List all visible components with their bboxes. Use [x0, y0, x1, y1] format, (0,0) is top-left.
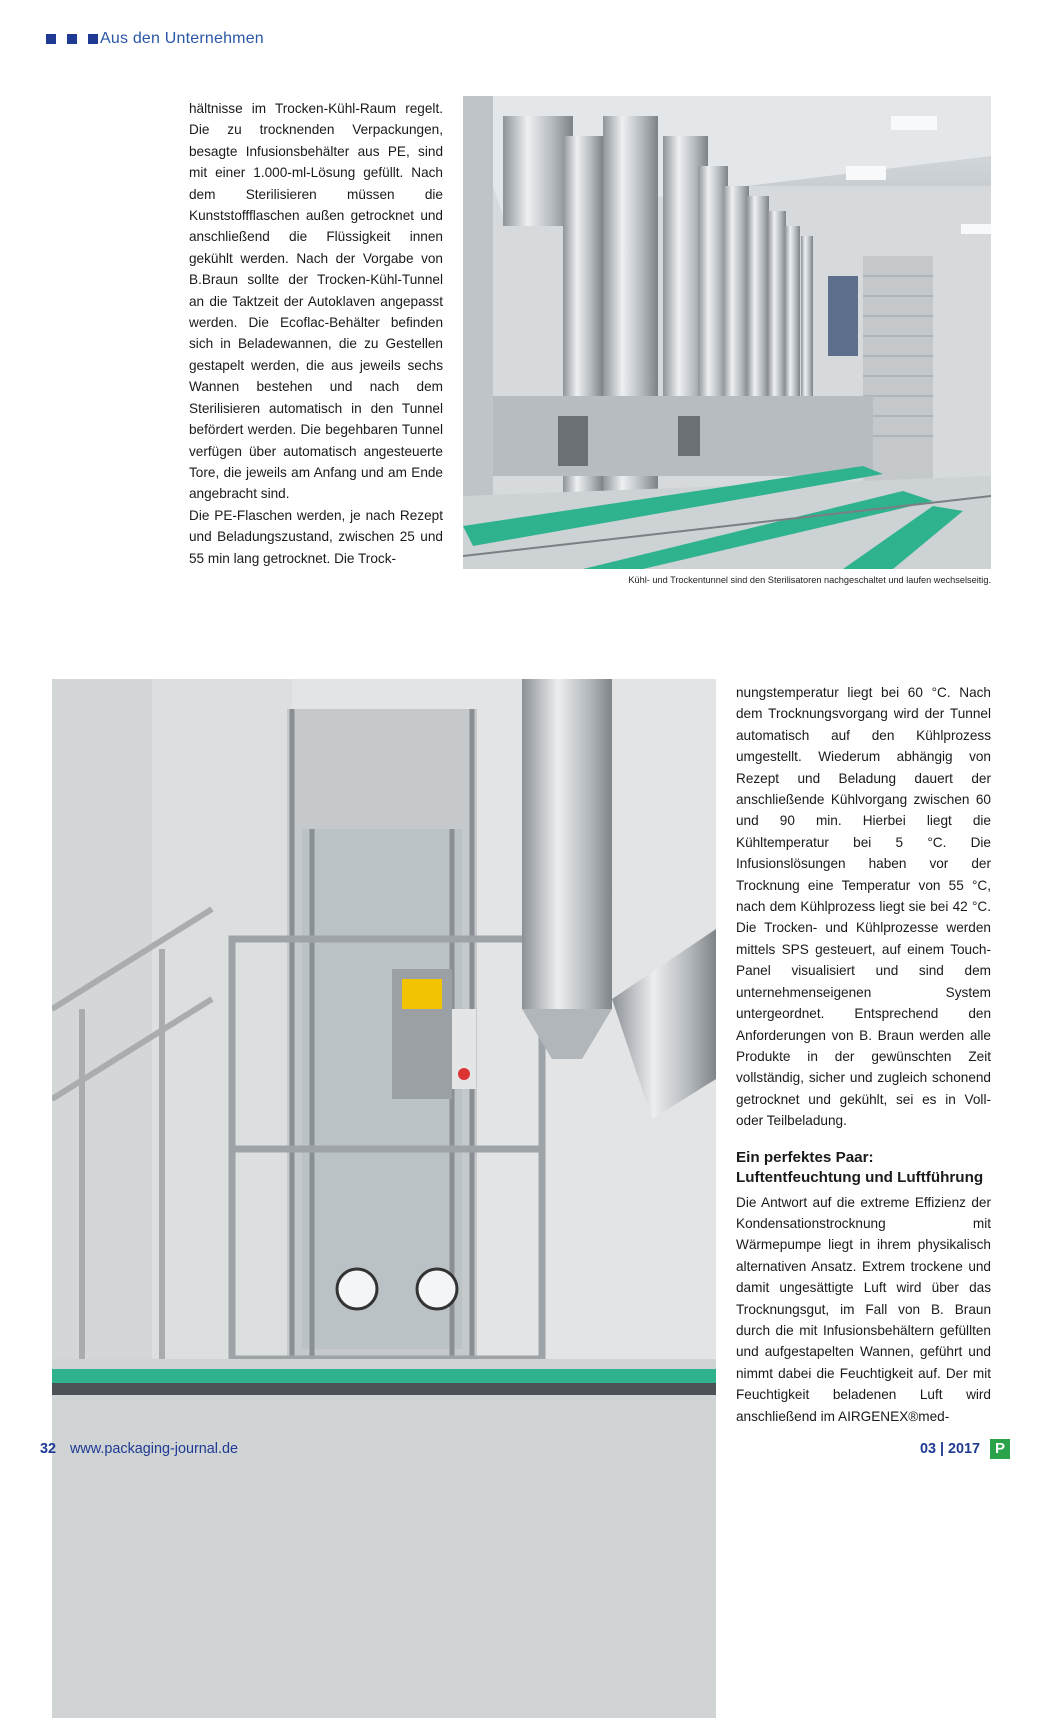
page-number: 32	[40, 1441, 57, 1457]
text-column-1	[189, 98, 443, 569]
issue-number: 03 | 2017	[919, 1441, 980, 1457]
subheading: Ein perfektes Paar: Luftentfeuchtung und Luftführung	[736, 1148, 984, 1186]
text-column-2	[736, 682, 991, 1427]
header-square-icon	[67, 34, 77, 44]
tunnel-photo	[463, 96, 991, 569]
website-link[interactable]: www.packaging-journal.de	[70, 1441, 238, 1457]
paragraph: nungstemperatur liegt bei 60 °C. Nach dem Trocknungsvorgang wird der Tunnel automatisch auf den Kühlprozess umgestellt. Wiederum abhängig von Rezept und Beladung dauert der anschließende Kühlvorgang zwischen 60 und 90 min. Hierbei liegt die Kühltemperatur bei 5 °C. Die Infusionslösungen haben vor der Trocknung eine Temperatur von 55 °C, nach dem Kühlprozess liegt sie bei 42 °C. Die Trocken- und Kühlprozesse werden mittels SPS gesteuert, auf einem Touch-Panel visualisiert und sind dem unternehmenseigenen System untergeordnet. Entsprechend den Anforderungen von B. Braun werden alle Produkte in der gewünschten Zeit vollständig, sicher und zugleich schonend getrocknet und gekühlt, sei es in Voll- oder Teilbeladung.	[736, 685, 991, 1129]
header-square-icon	[46, 34, 56, 44]
section-header	[46, 30, 264, 48]
journal-logo-icon: P	[990, 1439, 1010, 1459]
paragraph: Die PE-Flaschen werden, je nach Rezept und Beladungszustand, zwischen 25 und 55 min lang getrocknet. Die Trock-	[189, 507, 443, 566]
paragraph: hältnisse im Trocken-Kühl-Raum regelt. Die zu trocknenden Verpackungen, besagte Infusionsbehälter aus PE, sind mit einer 1.000-ml-Lösung gefüllt. Nach dem Sterilisieren müssen die Kunststoffflaschen außen getrocknet und anschließend die Flüssigkeit innen gekühlt werden. Nach der Vorgabe von B.Braun sollte der Trocken-Kühl-Tunnel an die Taktzeit der Autoklaven angepasst werden. Die Ecoflac-Behälter befinden sich in Beladewannen, die zu Gestellen gestapelt werden, die aus jeweils sechs Wannen bestehen und nach dem Sterilisieren automatisch in den Tunnel befördert werden. Die begehbaren Tunnel verfügen über automatisch angesteuerte Tore, die jeweils am Anfang und am Ende angebracht sind.	[189, 101, 443, 502]
photo-caption: Kühl- und Trockentunnel sind den Sterilisatoren nachgeschaltet und laufen wechselseitig.	[628, 575, 991, 585]
header-square-icon	[88, 34, 98, 44]
paragraph: Die Antwort auf die extreme Effizienz der Kondensationstrocknung mit Wärmepumpe liegt in ihrem physikalisch alternativen Ansatz. Extrem trockene und damit ungesättigte Luft wird über das Trocknungsgut, im Fall von B. Braun durch die mit Infusionsbehältern gefüllten und aufgestapelten Wannen, geführt und nimmt dabei die Feuchtigkeit auf. Der mit Feuchtigkeit beladenen Luft wird anschließend im AIRGENEX®med-	[736, 1194, 991, 1424]
section-title: Aus den Unternehmen	[100, 30, 264, 47]
page-footer	[40, 1441, 1010, 1461]
lift-photo	[52, 679, 716, 1718]
